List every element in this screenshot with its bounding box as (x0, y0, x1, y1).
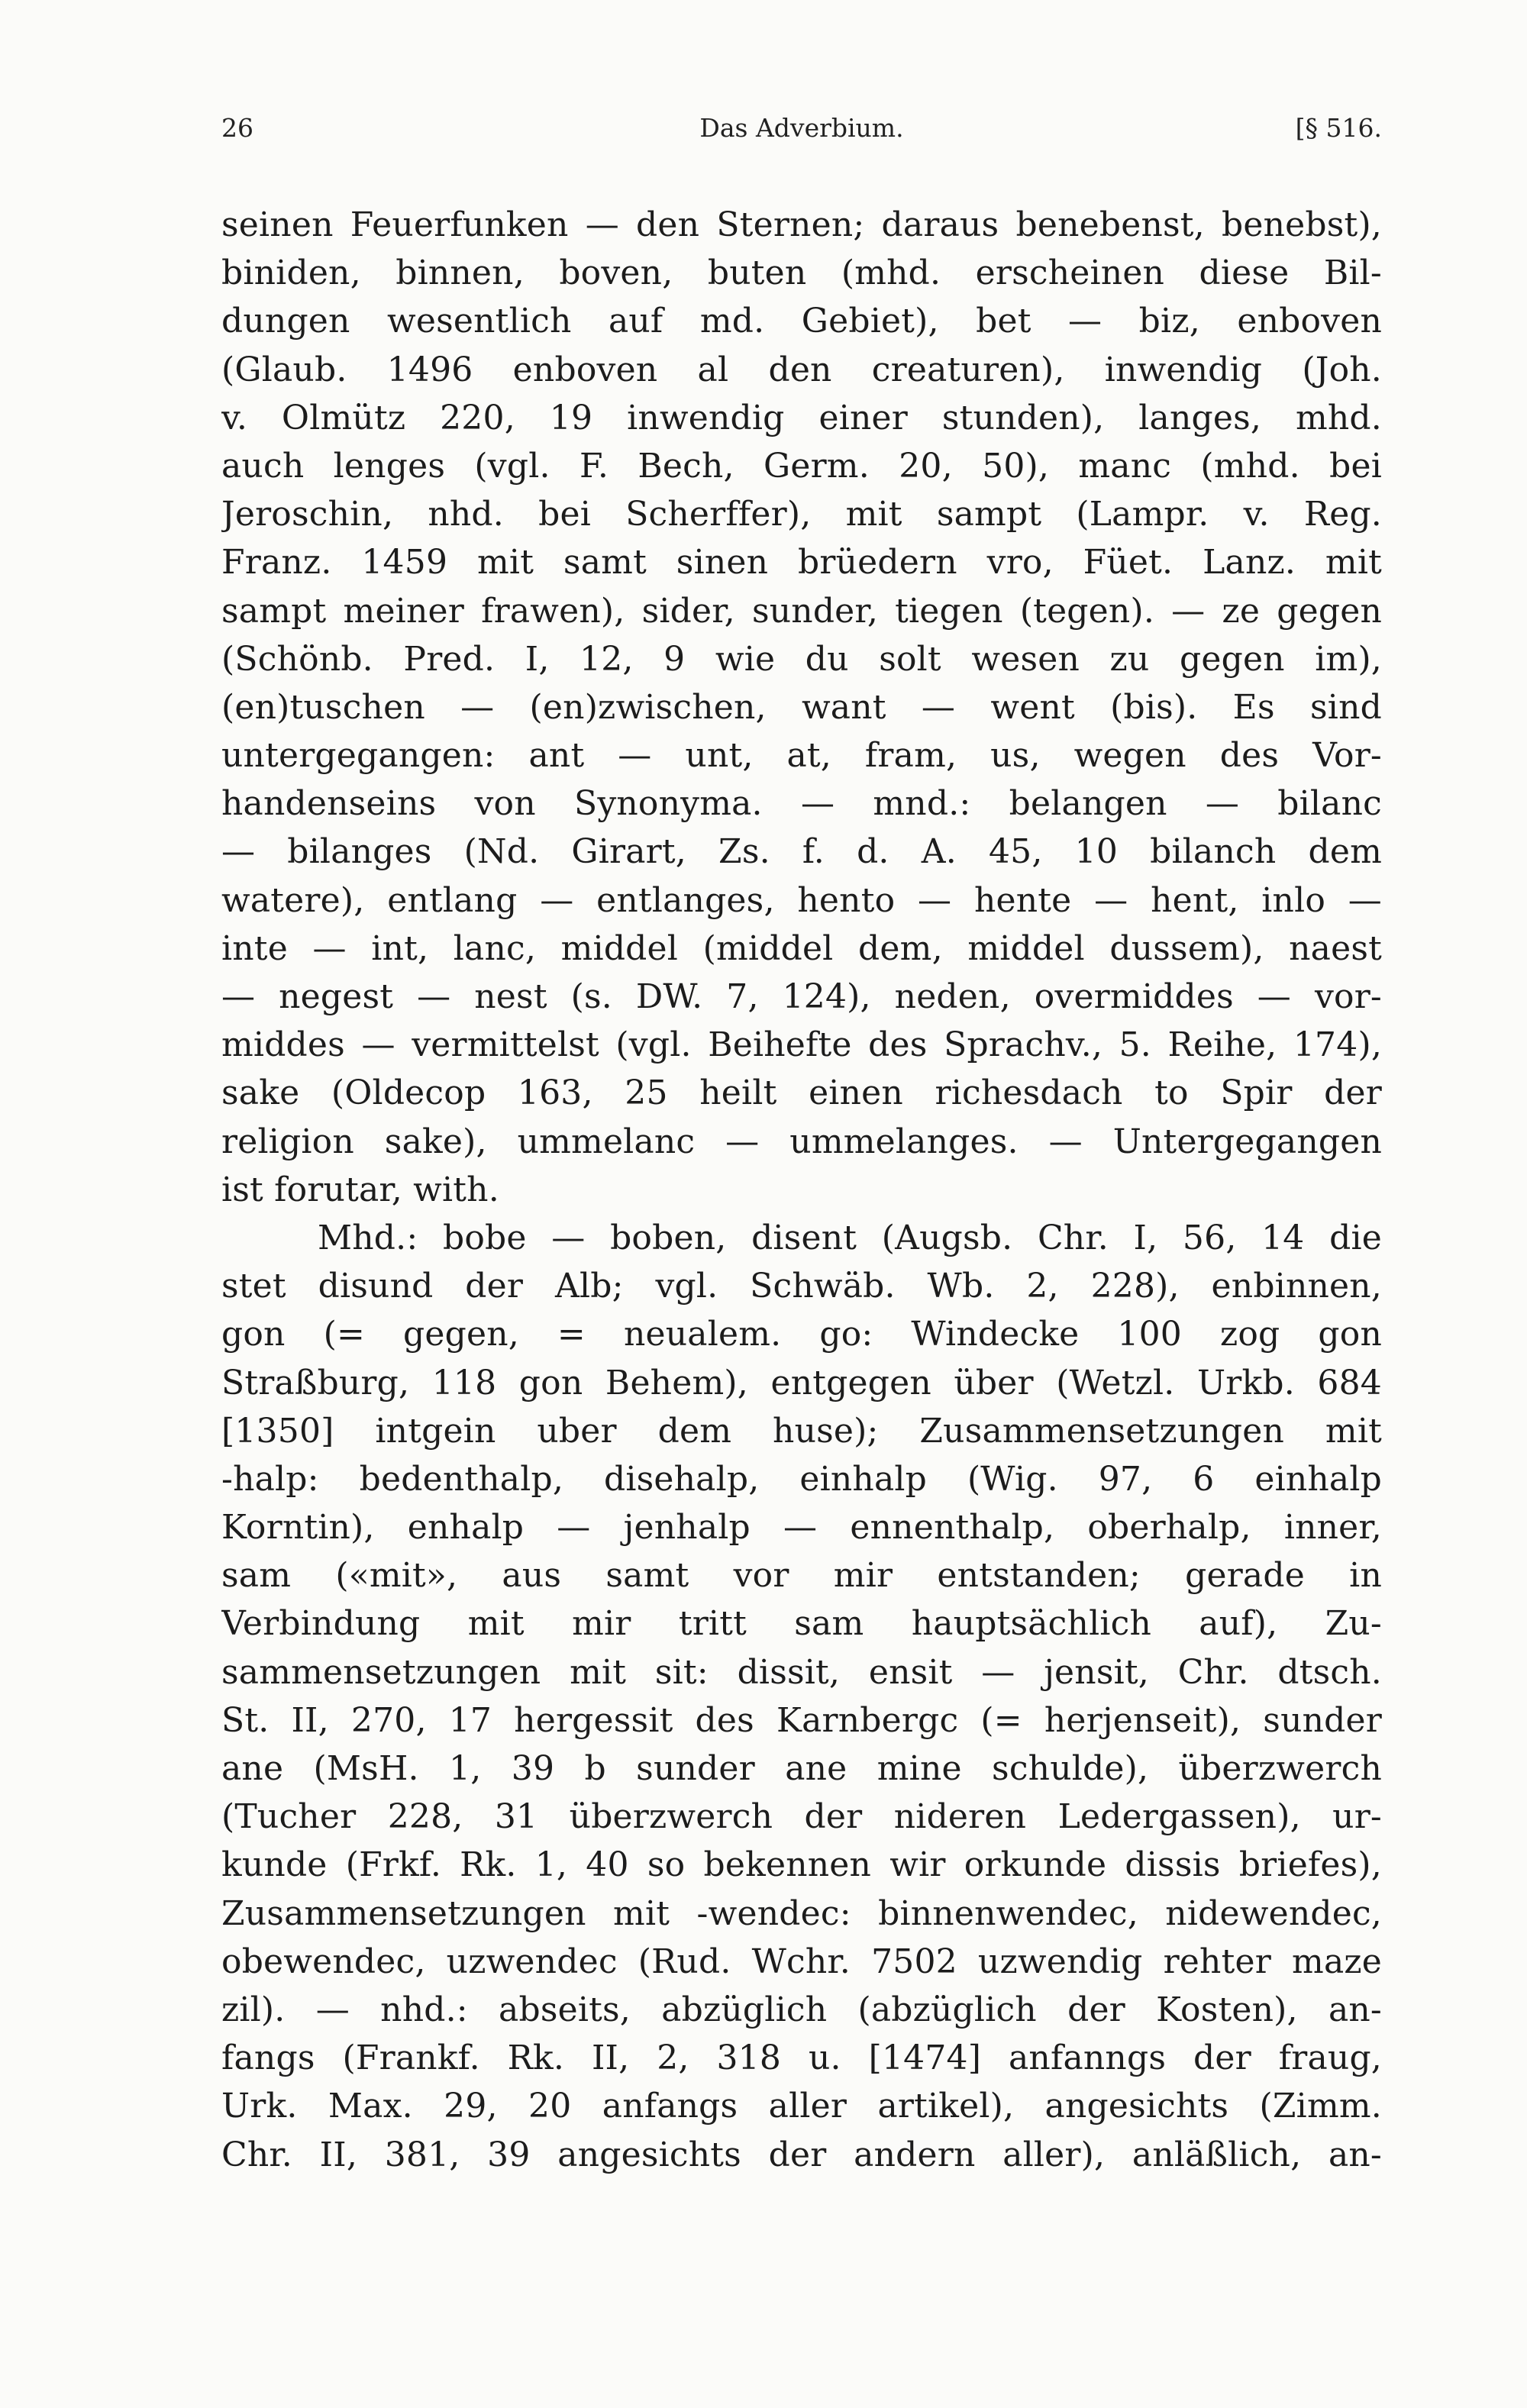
text-line-37: obewendec, uzwendec (Rud. Wchr. 7502 uzwendig rehter maze (221, 1942, 1382, 1981)
text-line-6: auch lenges (vgl. F. Bech, Germ. 20, 50), manc (mhd. bei (221, 446, 1382, 486)
text-line-10: (Schönb. Pred. I, 12, 9 wie du solt wesen zu gegen im), (221, 639, 1382, 679)
text-line-27: -halp: bedenthalp, disehalp, einhalp (Wig. 97, 6 einhalp (221, 1459, 1382, 1499)
body-text (221, 201, 1382, 2179)
text-line-21: ist forutar, with. (221, 1170, 499, 1209)
page-number: 26 (221, 113, 253, 143)
text-line-7: Jeroschin, nhd. bei Scherffer), mit sampt (Lampr. v. Reg. (221, 495, 1382, 534)
text-line-39: fangs (Frankf. Rk. II, 2, 318 u. [1474] anfanngs der fraug, (221, 2038, 1382, 2078)
text-line-38: zil). — nhd.: abseits, abzüglich (abzüglich der Kosten), an- (221, 1990, 1382, 2029)
text-line-22: Mhd.: bobe — boben, disent (Augsb. Chr. I, 56, 14 die (318, 1218, 1382, 1257)
text-line-35: kunde (Frkf. Rk. 1, 40 so bekennen wir orkunde dissis briefes), (221, 1845, 1382, 1885)
running-head-title: Das Adverbium. (699, 113, 904, 143)
text-line-12: untergegangen: ant — unt, at, fram, us, wegen des Vor- (221, 736, 1382, 776)
text-line-15: watere), entlang — entlanges, hento — hente — hent, inlo — (221, 880, 1382, 920)
text-line-4: (Glaub. 1496 enboven al den creaturen), inwendig (Joh. (221, 350, 1382, 389)
text-line-5: v. Olmütz 220, 19 inwendig einer stunden), langes, mhd. (221, 398, 1382, 437)
text-line-32: St. II, 270, 17 hergessit des Karnbergc (= herjenseit), sunder (221, 1700, 1382, 1740)
text-line-33: ane (MsH. 1, 39 b sunder ane mine schulde), überzwerch (221, 1749, 1382, 1788)
text-line-14: — bilanges (Nd. Girart, Zs. f. d. A. 45, 10 bilanch dem (221, 832, 1382, 872)
section-number: [§ 516. (1295, 113, 1382, 143)
text-line-19: sake (Oldecop 163, 25 heilt einen richesdach to Spir der (221, 1073, 1382, 1113)
text-line-2: biniden, binnen, boven, buten (mhd. erscheinen diese Bil- (221, 253, 1382, 293)
running-head (221, 113, 1382, 159)
text-line-28: Korntin), enhalp — jenhalp — ennenthalp, oberhalp, inner, (221, 1508, 1382, 1548)
text-line-30: Verbindung mit mir tritt sam hauptsächlich auf), Zu- (221, 1604, 1382, 1644)
text-line-29: sam («mit», aus samt vor mir entstanden; gerade in (221, 1556, 1382, 1596)
text-line-41: Chr. II, 381, 39 angesichts der andern aller), anläßlich, an- (221, 2135, 1382, 2174)
text-line-26: [1350] intgein uber dem huse); Zusammensetzungen mit (221, 1411, 1382, 1451)
text-line-23: stet disund der Alb; vgl. Schwäb. Wb. 2, 228), enbinnen, (221, 1267, 1382, 1306)
text-line-20: religion sake), ummelanc — ummelanges. — Untergegangen (221, 1122, 1382, 1161)
text-line-31: sammensetzungen mit sit: dissit, ensit — jensit, Chr. dtsch. (221, 1652, 1382, 1692)
text-line-3: dungen wesentlich auf md. Gebiet), bet — biz, enboven (221, 302, 1382, 341)
text-line-40: Urk. Max. 29, 20 anfangs aller artikel), angesichts (Zimm. (221, 2087, 1382, 2126)
text-line-1: seinen Feuerfunken — den Sternen; daraus benebenst, benebst), (221, 205, 1382, 244)
text-line-17: — negest — nest (s. DW. 7, 124), neden, overmiddes — vor- (221, 977, 1382, 1016)
text-line-18: middes — vermittelst (vgl. Beihefte des Sprachv., 5. Reihe, 174), (221, 1025, 1382, 1065)
text-line-13: handenseins von Synonyma. — mnd.: belangen — bilanc (221, 784, 1382, 824)
text-line-8: Franz. 1459 mit samt sinen brüedern vro, Füet. Lanz. mit (221, 543, 1382, 583)
text-line-34: (Tucher 228, 31 überzwerch der nideren Ledergassen), ur- (221, 1797, 1382, 1837)
text-line-24: gon (= gegen, = neualem. go: Windecke 100 zog gon (221, 1315, 1382, 1354)
text-line-16: inte — int, lanc, middel (middel dem, middel dussem), naest (221, 928, 1382, 968)
text-line-36: Zusammensetzungen mit -wendec: binnenwendec, nidewendec, (221, 1893, 1382, 1933)
text-line-9: sampt meiner frawen), sider, sunder, tiegen (tegen). — ze gegen (221, 591, 1382, 631)
text-line-25: Straßburg, 118 gon Behem), entgegen über (Wetzl. Urkb. 684 (221, 1363, 1382, 1403)
text-line-11: (en)tuschen — (en)zwischen, want — went (bis). Es sind (221, 687, 1382, 727)
